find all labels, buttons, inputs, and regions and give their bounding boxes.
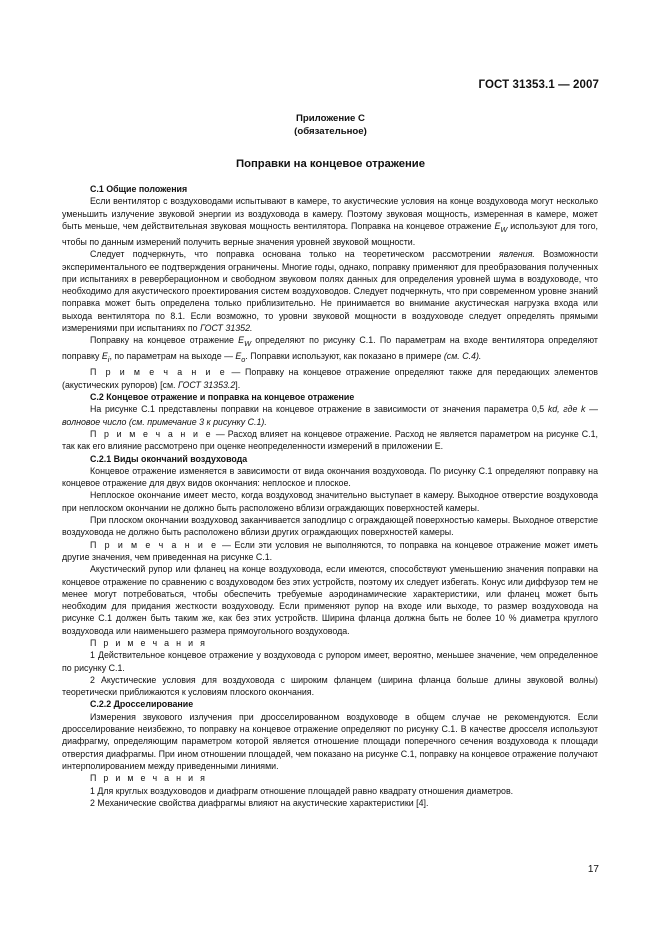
notes-label: П р и м е ч а н и я xyxy=(90,637,208,648)
text: Поправку на концевое отражение xyxy=(90,335,239,346)
note-label: П р и м е ч а н и е xyxy=(90,428,213,439)
notes-label: П р и м е ч а н и я xyxy=(90,773,208,784)
note-item: 2 Акустические условия для воздуховода с широким фланцем (ширина фланца больше длины звуковой волны) теоретически приближаются к условиям плоского окончания. xyxy=(62,674,598,698)
paragraph xyxy=(62,248,598,334)
text: ]. xyxy=(235,379,241,390)
emphasis: явления. xyxy=(498,249,535,260)
note-item: 2 Механические свойства диафрагмы влияют на акустические характеристики [4]. xyxy=(90,797,429,808)
note xyxy=(62,539,598,564)
text: используют для того, чтобы по данным измерений получить верные значения уровней звуковой мощности. xyxy=(62,220,598,247)
section-heading-c21: С.2.1 Виды окончаний воздуховода xyxy=(90,453,248,464)
text: — Если эти условия не выполняются, то поправка на концевое отражение может иметь другие значения, чем приведенная на рисунке С.1. xyxy=(62,539,598,562)
page-number: 17 xyxy=(587,864,599,875)
symbol: E xyxy=(235,351,242,362)
text: , по параметрам на выходе — xyxy=(109,351,236,362)
emphasis: kd, где k — волновое число (см. примечание 3 к рисунку С.1). xyxy=(62,404,598,427)
reference: ГОСТ 31352. xyxy=(200,323,253,334)
symbol: E xyxy=(494,220,501,231)
text: На рисунке С.1 представлены поправки на концевое отражение в зависимости от значения параметра 0,5 xyxy=(90,404,548,415)
symbol: E xyxy=(238,335,245,346)
subscript: o xyxy=(241,355,246,365)
text: Возможности экспериментального ее подтверждения ограничены. Многие годы, однако, поправку применяют для преобразования полученных при испытаниях в реверберационном и свободном звуковом полях данных для определения уровней шума в воздуховоде, что необходимо для акустического проектирования систем воздуховодов. Следует подчеркнуть, что при современном уровне знаний поправка может быть определена только приблизительно. Не принимается во внимание акустическая нагрузка входа или выхода вентилятора по 8.1. Если возможно, то уровни звуковой мощности в воздуховоде следует определять прямыми измерениями при испытаниях по xyxy=(62,249,598,334)
paragraph: Концевое отражение изменяется в зависимости от вида окончания воздуховода. По рисунку С.1 определяют поправку на концевое отражение для двух видов окончания: неплоское и плоское. xyxy=(62,465,598,489)
paragraph xyxy=(62,403,598,428)
annex-heading xyxy=(0,113,661,138)
subscript: i xyxy=(107,355,110,365)
page-title: Поправки на концевое отражение xyxy=(235,158,426,170)
paragraph: При плоском окончании воздуховод заканчивается заподлицо с ограждающей поверхностью камеры. Выходное отверстие воздуховода не должно быть расположено вблизи других ограждающих поверхностей камеры. xyxy=(62,515,598,538)
annex-title: Приложение С xyxy=(296,113,365,124)
note-label: П р и м е ч а н и е xyxy=(90,367,227,378)
text: . Поправки используют, как показано в примере xyxy=(245,351,444,362)
symbol: E xyxy=(101,351,108,362)
text: — Расход влияет на концевое отражение. Расход не является параметром на рисунке С.1, так как его влияние рассмотрено при оценке неопределенности измерений в приложении Е. xyxy=(62,428,598,452)
subscript: W xyxy=(500,224,508,234)
paragraph xyxy=(62,334,598,366)
text: определяют по рисунку С.1. По параметрам на входе вентилятора определяют поправку xyxy=(62,335,598,362)
reference: ГОСТ 31353.2 xyxy=(177,379,236,390)
document-code: ГОСТ 31353.1 — 2007 xyxy=(478,79,599,91)
paragraph: Акустический рупор или фланец на конце воздуховода, если имеются, способствуют уменьшению значения поправки на концевое отражение по сравнению с воздуховодом без этих устройств, поэтому их следует избегать. Конус или диффузор тем не менее могут потребоваться, чтобы обеспечить требуемые аэродинамические характеристики, или фланец может быть необходим для придания жесткости воздуховоду. Если применяют рупор на входе или выходе, то размер воздуховода на рисунке С.1 должен быть таким же, как без этих устройств. Ширина фланца должна быть не более 10 % диаметра круглого воздуховода или наименьшего размера прямоугольного воздуховода. xyxy=(62,564,598,636)
note-item: 1 Действительное концевое отражение у воздуховода с рупором имеет, вероятно, меньшее значение, чем определенное по рисунку С.1. xyxy=(62,650,598,673)
note-item: 1 Для круглых воздуховодов и диафрагм отношение площадей равно квадрату отношения диаметров. xyxy=(90,785,514,796)
annex-status: (обязательное) xyxy=(294,125,367,137)
section-heading-c2: С.2 Концевое отражение и поправка на концевое отражение xyxy=(90,392,355,403)
text: Следует подчеркнуть, что поправка основана только на теоретическом рассмотрении xyxy=(90,249,499,260)
section-heading-c1: С.1 Общие положения xyxy=(90,184,188,194)
paragraph xyxy=(62,195,598,248)
note xyxy=(62,366,598,391)
paragraph: Измерения звукового излучения при дросселированном воздуховоде в общем случае не рекомендуются. Если дросселирование неизбежно, то поправку на концевое отражение определяют по рисунку С.1. В качестве дросселя используют диафрагму, определяющим параметром которой является отношение площади поперечного сечения воздуховода к площади отверстия диафрагмы. При ином отношении площадей, чем показано на рисунке С.1, поправку на концевое отражение получают интерполированием между приведенными линиями. xyxy=(62,711,598,771)
subscript: W xyxy=(244,339,252,349)
note xyxy=(62,428,598,453)
paragraph: Неплоское окончание имеет место, когда воздуховод значительно выступает в камеру. Выходное отверстие воздуховода при неплоском окончании не должно быть расположено вблизи ограждающих поверхностей камеры. xyxy=(62,490,598,513)
reference: (см. С.4). xyxy=(443,351,482,362)
document-body xyxy=(62,183,598,809)
section-heading-c22: С.2.2 Дросселирование xyxy=(90,699,194,710)
text: — Поправку на концевое отражение определяют также для передающих элементов (акустических рупоров) [см. xyxy=(62,367,599,390)
note-label: П р и м е ч а н и е xyxy=(90,539,219,550)
text: Если вентилятор с воздуховодами испытывают в камере, то акустические условия на конце воздуховода могут несколько уменьшить излучение звуковой энергии из воздуховода в камеру. Поэтому звуковая мощность, измеренная в камере, может быть меньше, чем действительная звуковая мощность вентилятора. Поправка на концевое отражение xyxy=(62,196,598,231)
